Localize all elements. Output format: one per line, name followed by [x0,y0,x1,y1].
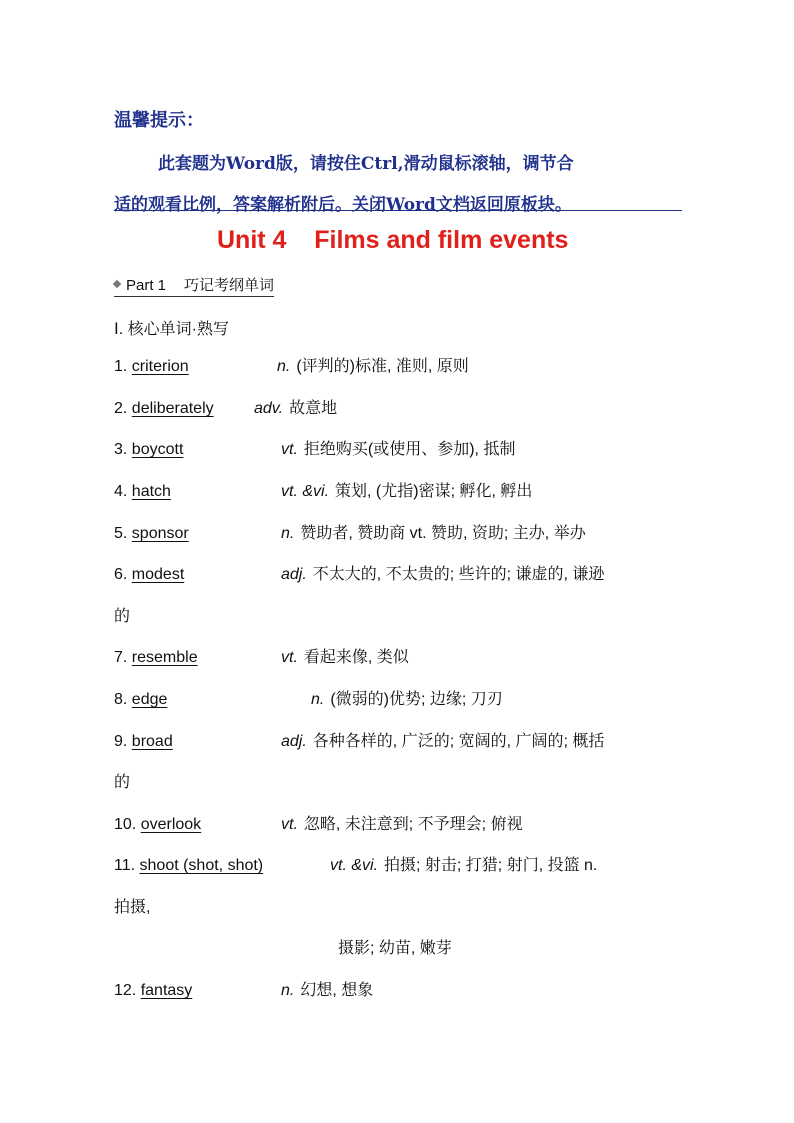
part-title: 巧记考纲单词 [184,277,275,294]
entry-word: fantasy [140,982,193,999]
vocab-entry [114,730,674,754]
notice-line-1: 此套题为Word版，请按住Ctrl,滑动鼠标滚轴，调节合 [158,154,574,174]
entry-word: shoot (shot, shot) [139,857,264,874]
vocab-entry [114,688,674,712]
entry-number: 6. [114,566,128,583]
entry-def-text: (微弱的)优势; 边缘; 刀刃 [330,691,503,708]
entry-pos: n. [311,691,325,708]
vocab-entry [114,563,674,587]
vocab-entry [114,480,674,504]
notice-title: 温馨提示： [114,110,204,131]
entry-definition [281,563,604,587]
notice-underline [114,210,682,211]
vocab-entry [114,438,674,462]
entry-def-text: 拍摄; 射击; 打猎; 射门, 投篮 n. [384,857,598,874]
diamond-bullet-icon [113,280,121,288]
entry-definition [311,688,503,712]
entry-definition [277,355,469,379]
entry-number: 2. [114,400,128,417]
entry-def-text: (评判的)标准, 准则, 原则 [296,358,469,375]
vocab-entry [114,397,674,421]
entry-number: 12. [114,982,137,999]
part-label: Part 1 [126,277,167,294]
entry-number: 1. [114,358,128,375]
vocab-entry [114,646,674,670]
entry-word: resemble [131,649,198,666]
entry-definition [281,730,604,754]
entry-word: broad [131,733,173,750]
entry-definition [330,854,597,878]
entry-definition [281,480,532,504]
entry-continuation: 的 [114,774,131,791]
entry-pos: adv. [254,400,284,417]
unit-title: Unit 4 Films and film events [217,226,569,254]
entry-word: criterion [131,358,189,375]
vocab-entry [114,979,674,1003]
entry-definition [281,522,586,546]
entry-def-text: 看起来像, 类似 [303,649,409,666]
section-heading: Ⅰ. 核心单词·熟写 [114,321,229,338]
entry-number: 10. [114,816,137,833]
entry-pos: vt. &vi. [330,857,379,874]
entry-word: hatch [131,483,171,500]
entry-pos: adj. [281,733,307,750]
entry-word: overlook [140,816,202,833]
entry-number: 8. [114,691,128,708]
entry-pos: vt. &vi. [281,483,330,500]
entry-word: modest [131,566,185,583]
entry-def-text: 策划, (尤指)密谋; 孵化, 孵出 [335,483,533,500]
entry-number: 11. [114,857,136,874]
entry-def-text: 忽略, 未注意到; 不予理会; 俯视 [303,816,523,833]
entry-word: sponsor [131,525,189,542]
entry-continuation: 拍摄, [114,899,151,916]
entry-continuation: 摄影; 幼苗, 嫩芽 [338,940,452,957]
entry-pos: adj. [281,566,307,583]
entry-word: deliberately [131,400,214,417]
entry-number: 4. [114,483,128,500]
vocab-entry [114,522,674,546]
entry-pos: vt. [281,816,298,833]
entry-definition [281,813,523,837]
entry-number: 3. [114,441,128,458]
vocab-entry [114,854,674,878]
vocab-entry [114,813,674,837]
entry-pos: n. [281,525,295,542]
entry-pos: vt. [281,441,298,458]
entry-pos: n. [281,982,295,999]
entry-number: 9. [114,733,128,750]
notice-line-2: 适的观看比例，答案解析附后。关闭Word文档返回原板块。 [114,195,572,215]
entry-continuation: 的 [114,608,131,625]
entry-definition [254,397,337,421]
entry-def-text: 故意地 [289,400,338,417]
entry-number: 7. [114,649,128,666]
vocab-entry [114,355,674,379]
entry-pos: n. [277,358,291,375]
part-heading [114,274,274,297]
entry-def-text: 拒绝购买(或使用、参加), 抵制 [303,441,516,458]
entry-definition [281,438,515,462]
entry-def-text: 各种各样的, 广泛的; 宽阔的, 广阔的; 概括 [312,733,605,750]
entry-pos: vt. [281,649,298,666]
entry-definition [281,646,409,670]
entry-def-text: 幻想, 想象 [300,982,374,999]
entry-definition [281,979,373,1003]
entry-word: edge [131,691,168,708]
entry-number: 5. [114,525,128,542]
entry-def-text: 不太大的, 不太贵的; 些许的; 谦虚的, 谦逊 [312,566,605,583]
entry-def-text: 赞助者, 赞助商 vt. 赞助, 资助; 主办, 举办 [300,525,586,542]
entry-word: boycott [131,441,184,458]
